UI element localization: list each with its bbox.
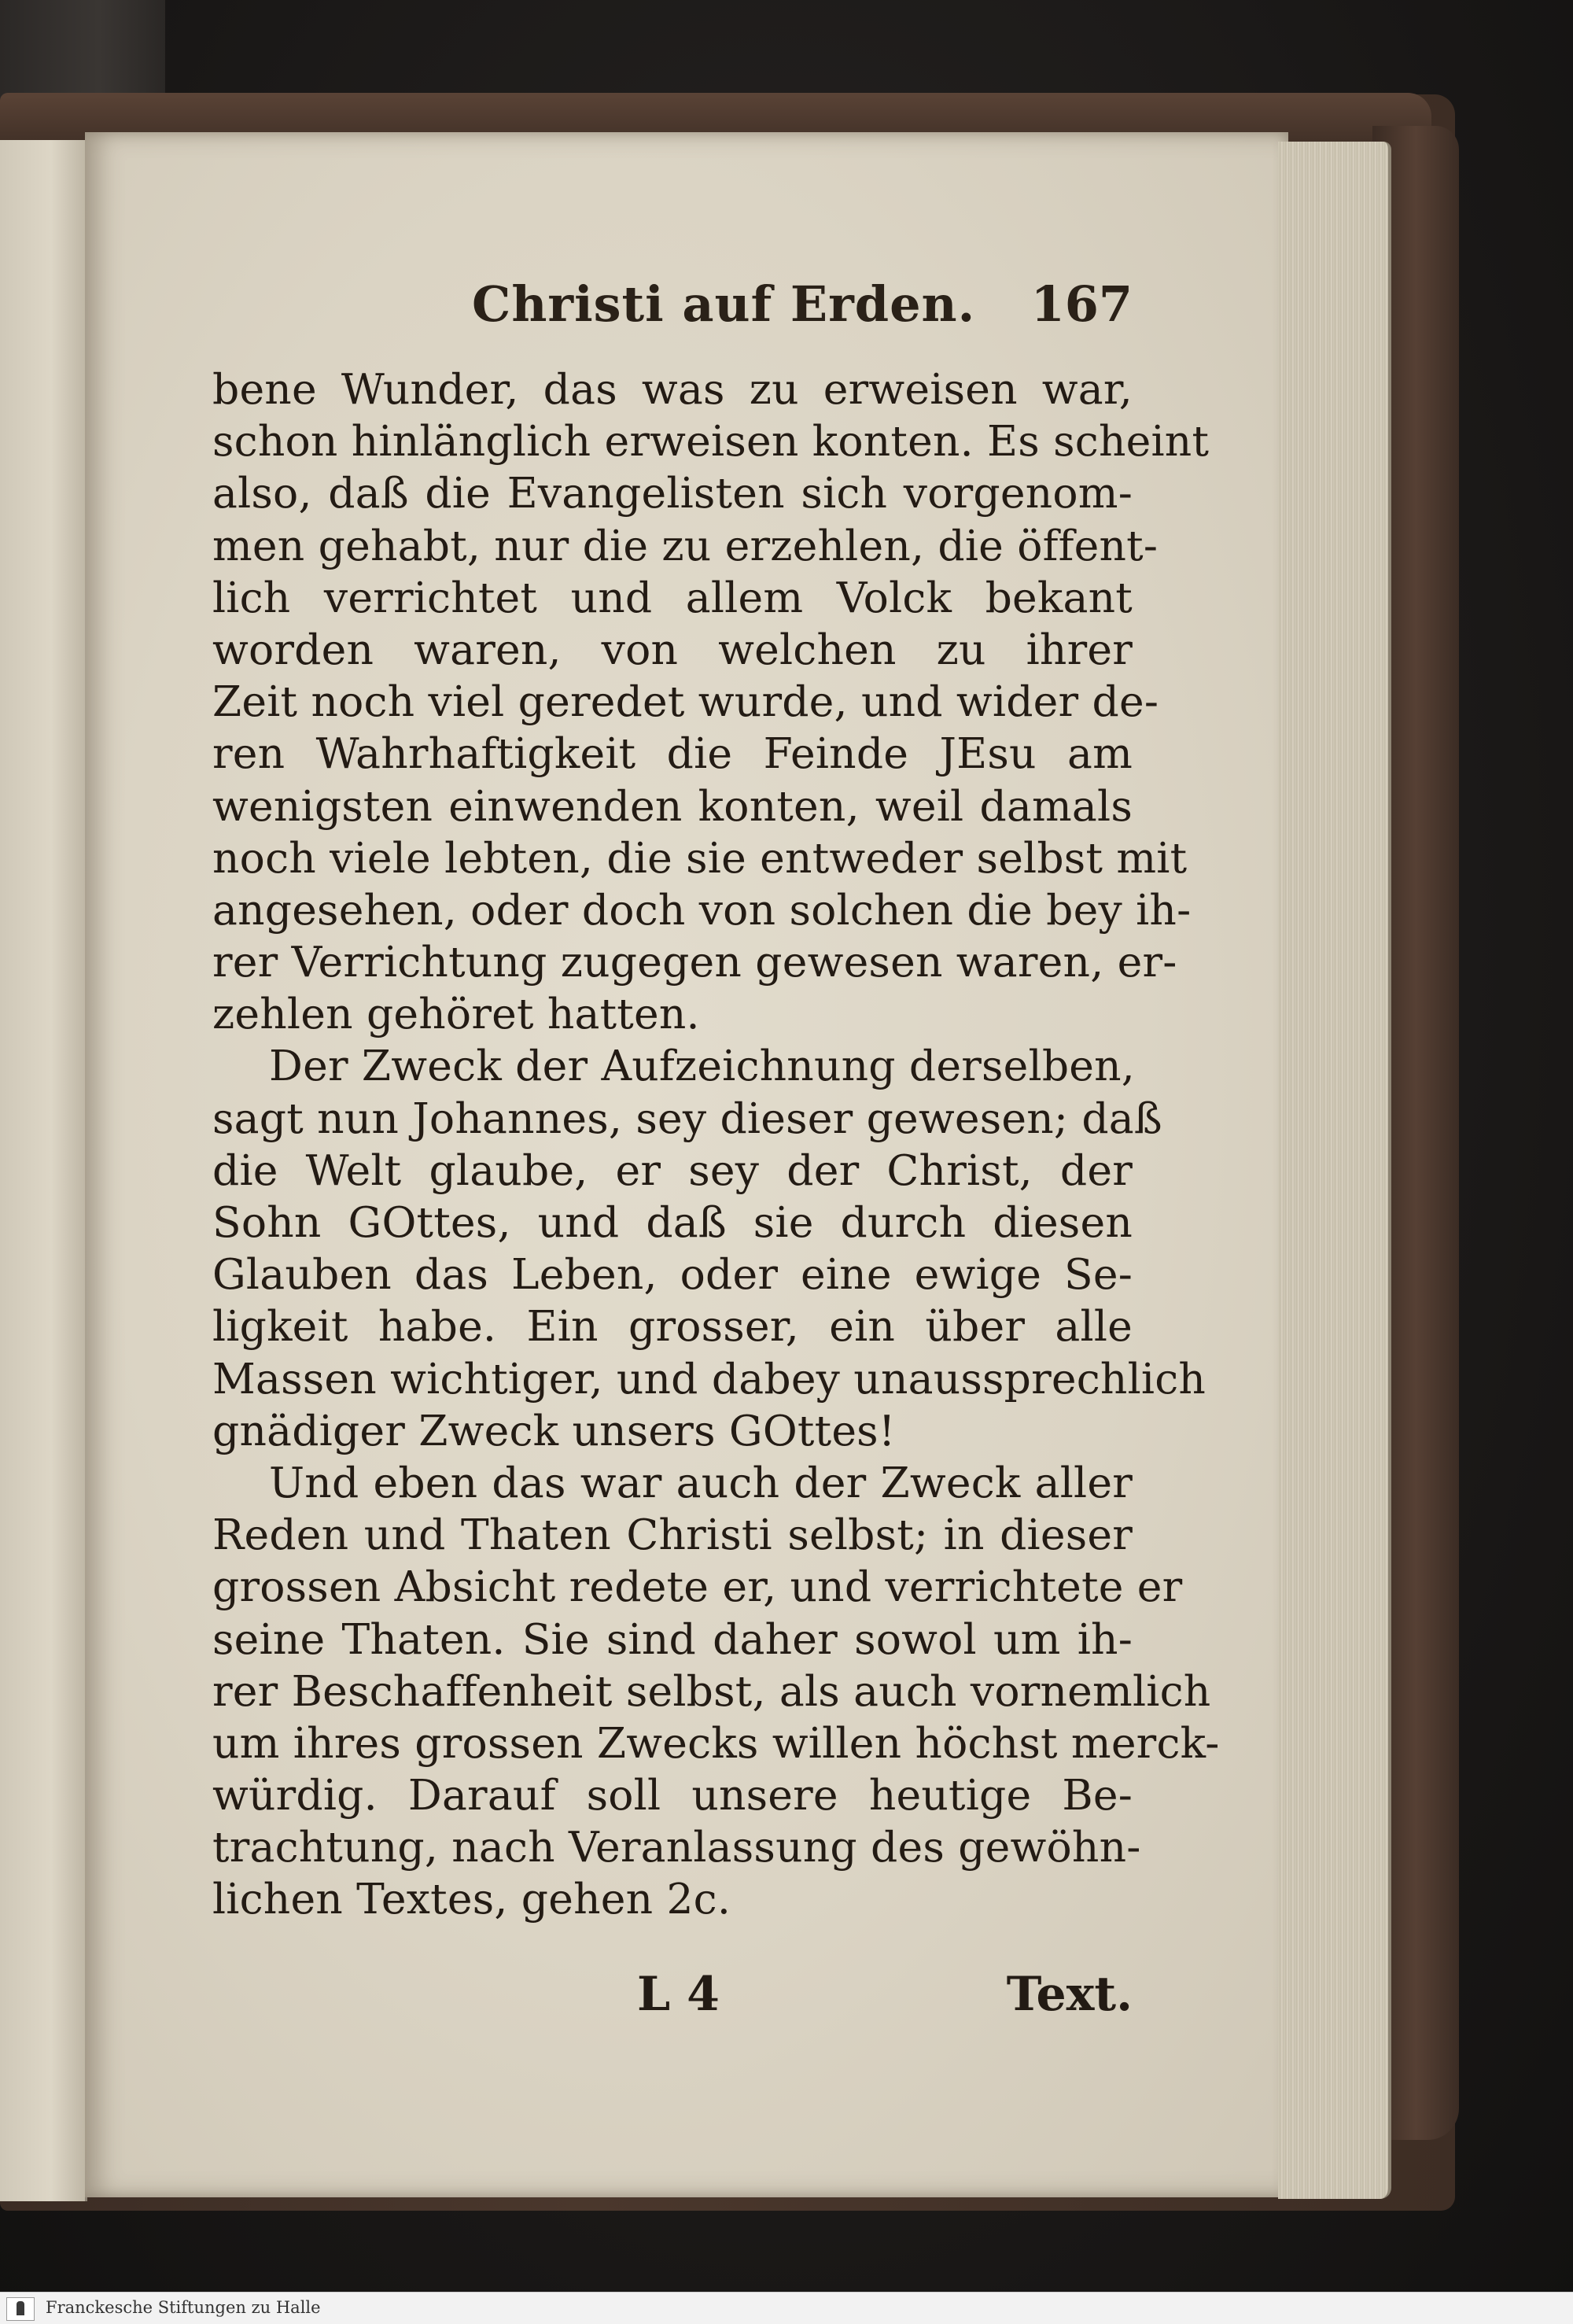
- text-line: Glauben das Leben, oder eine ewige Se-: [212, 1249, 1133, 1300]
- text-line: grossen Absicht redete er, und verrichtete er: [212, 1562, 1183, 1612]
- text-line: Sohn GOttes, und daß sie durch diesen: [212, 1197, 1133, 1247]
- text-line: worden waren, von welchen zu ihrer: [212, 624, 1133, 674]
- left-page-edge: [0, 140, 87, 2201]
- text-line: noch viele lebten, die sie entweder selbst mit: [212, 832, 1188, 883]
- text-line: Der Zweck der Aufzeichnung derselben,: [269, 1041, 1136, 1091]
- text-line: schon hinlänglich erweisen konten. Es scheint: [212, 416, 1210, 467]
- credit-bar: [0, 2292, 1573, 2324]
- text-line: lichen Textes, gehen 2c.: [212, 1874, 731, 1924]
- text-line: gnädiger Zweck unsers GOttes!: [212, 1405, 896, 1455]
- text-line: rer Beschaffenheit selbst, als auch vornemlich: [212, 1666, 1211, 1716]
- text-line: ren Wahrhaftigkeit die Feinde JEsu am: [212, 729, 1133, 779]
- running-head: Christi auf Erden.: [472, 275, 976, 333]
- text-line: ligkeit habe. Ein grosser, ein über alle: [212, 1301, 1133, 1352]
- body-text: [212, 363, 1220, 1926]
- text-line: bene Wunder, das was zu erweisen war,: [212, 364, 1133, 414]
- credit-text: Franckesche Stiftungen zu Halle: [46, 2298, 321, 2317]
- text-line: zehlen gehöret hatten.: [212, 989, 700, 1039]
- text-line: men gehabt, nur die zu erzehlen, die öffent-: [212, 520, 1159, 570]
- institution-logo-icon: [6, 2297, 35, 2321]
- page-number: 167: [1030, 275, 1133, 333]
- text-line: trachtung, nach Veranlassung des gewöhn-: [212, 1822, 1141, 1872]
- text-line: Und eben das war auch der Zweck aller: [269, 1457, 1133, 1507]
- text-line: Massen wichtiger, und dabey unaussprechlich: [212, 1353, 1206, 1404]
- page-header: [212, 267, 1133, 346]
- text-line: Reden und Thaten Christi selbst; in dieser: [212, 1510, 1133, 1560]
- text-line: rer Verrichtung zugegen gewesen waren, er-: [212, 937, 1177, 987]
- text-line: angesehen, oder doch von solchen die bey ih-: [212, 884, 1192, 935]
- text-line: die Welt glaube, er sey der Christ, der: [212, 1145, 1133, 1195]
- page-block-edges: [1278, 142, 1391, 2199]
- text-line: um ihres grossen Zwecks willen höchst merck-: [212, 1717, 1220, 1768]
- text-line: würdig. Darauf soll unsere heutige Be-: [212, 1770, 1133, 1820]
- signature-mark: L 4: [637, 1967, 720, 2022]
- page-footer: [212, 1967, 1133, 2030]
- catchword: Text.: [1006, 1967, 1133, 2022]
- text-line: also, daß die Evangelisten sich vorgenom-: [212, 468, 1133, 518]
- text-line: seine Thaten. Sie sind daher sowol um ih-: [212, 1614, 1133, 1664]
- text-line: Zeit noch viel geredet wurde, und wider de-: [212, 677, 1159, 727]
- text-line: lich verrichtet und allem Volck bekant: [212, 572, 1133, 622]
- text-line: wenigsten einwenden konten, weil damals: [212, 780, 1133, 831]
- text-line: sagt nun Johannes, sey dieser gewesen; daß: [212, 1093, 1162, 1143]
